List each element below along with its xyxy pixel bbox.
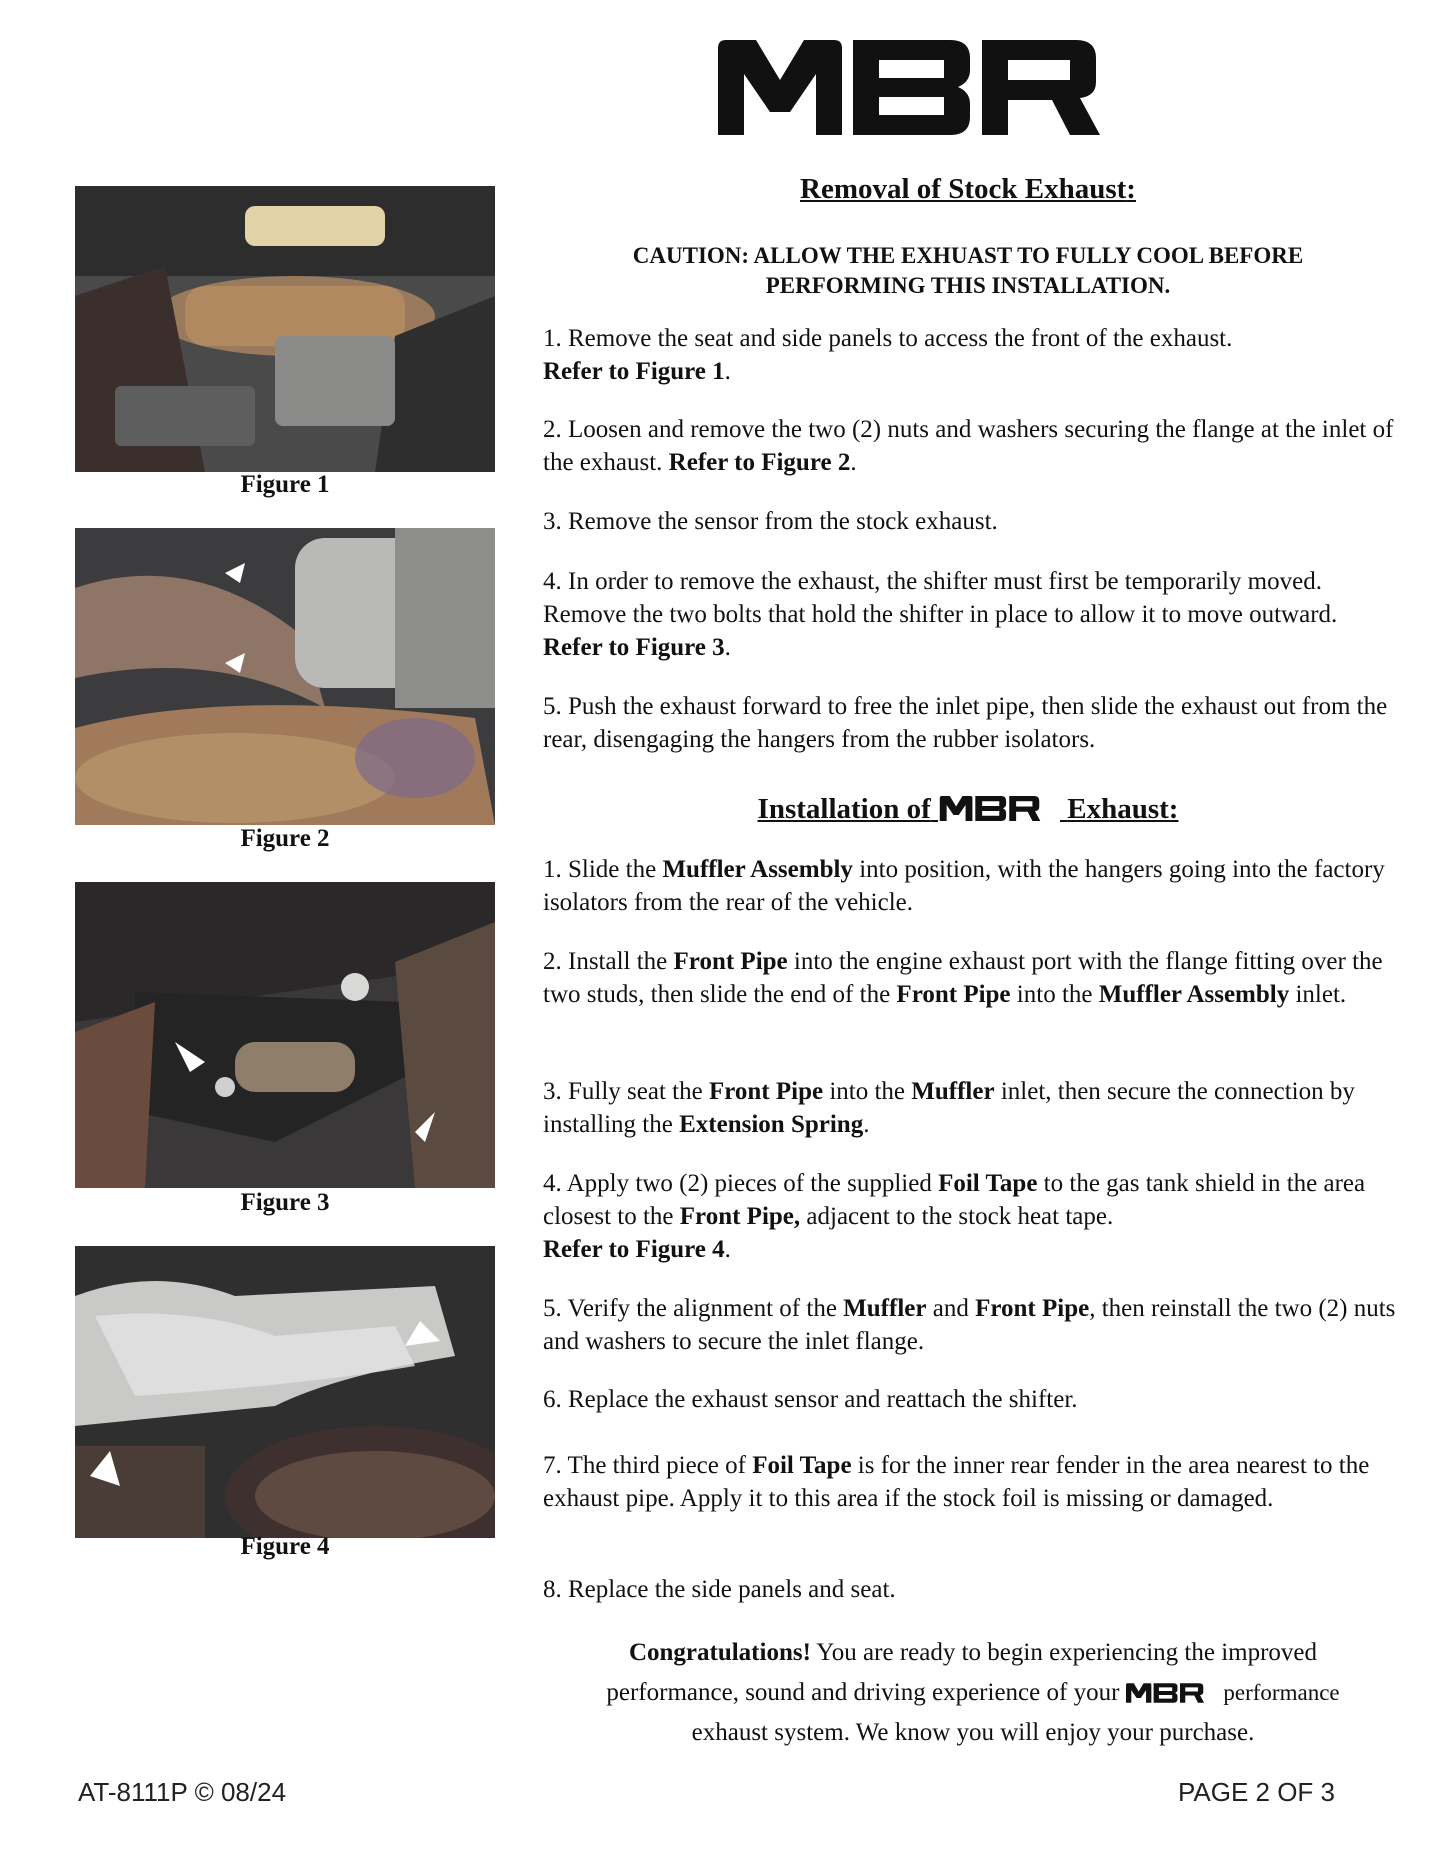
figure-3-image (75, 882, 495, 1188)
install-heading: Installation of Exhaust: (757, 793, 1179, 825)
removal-step-1: 1. Remove the seat and side panels to access the front of the exhaust. Refer to Figure 1. (543, 325, 1233, 385)
install-step-3: 3. Fully seat the Front Pipe into the Muffler inlet, then secure the connection by installing the Extension Spring. (543, 1078, 1355, 1138)
removal-step-3: 3. Remove the sensor from the stock exhaust. (543, 508, 998, 535)
figure-2-image (75, 528, 495, 825)
mbrp-logo (718, 40, 1168, 135)
mbrp-inline-logo (938, 796, 1060, 821)
mbrp-inline-logo-small (1126, 1683, 1218, 1703)
caution-text: CAUTION: ALLOW THE EXHUAST TO FULLY COOL BEFORE PERFORMING THIS INSTALLATION. (632, 243, 1304, 298)
figure-4-image (75, 1246, 495, 1538)
removal-step-2: 2. Loosen and remove the two (2) nuts and washers securing the flange at the inlet of the exhaust. Refer to Figure 2. (543, 416, 1394, 476)
install-step-2: 2. Install the Front Pipe into the engine exhaust port with the flange fitting over the two studs, then slide the end of the Front Pipe into the Muffler Assembly inlet. (543, 948, 1383, 1008)
install-step-8: 8. Replace the side panels and seat. (543, 1576, 896, 1603)
figure-1-image (75, 186, 495, 472)
congrats-message: Congratulations! You are ready to begin experiencing the improved performance, sound and driving experience of your performance exhaust system. We know you will enjoy your purchase. (606, 1639, 1340, 1746)
removal-step-4: 4. In order to remove the exhaust, the shifter must first be temporarily moved. Remove the two bolts that hold the shifter in place to allow it to move outward. Refer to Figure 3. (543, 568, 1338, 661)
install-step-6: 6. Replace the exhaust sensor and reattach the shifter. (543, 1386, 1078, 1413)
figure-3-caption: Figure 3 (240, 1189, 330, 1216)
install-step-1: 1. Slide the Muffler Assembly into position, with the hangers going into the factory isolators from the rear of the vehicle. (543, 856, 1385, 916)
removal-heading: Removal of Stock Exhaust: (800, 173, 1136, 205)
document-code: AT-8111P © 08/24 (78, 1777, 287, 1807)
install-step-7: 7. The third piece of Foil Tape is for the inner rear fender in the area nearest to the exhaust pipe. Apply it to this area if the stock foil is missing or damaged. (543, 1452, 1370, 1512)
removal-step-5: 5. Push the exhaust forward to free the inlet pipe, then slide the exhaust out from the rear, disengaging the hangers from the rubber isolators. (543, 693, 1388, 753)
page-number: PAGE 2 OF 3 (1177, 1777, 1335, 1807)
install-step-4: 4. Apply two (2) pieces of the supplied Foil Tape to the gas tank shield in the area closest to the Front Pipe, adjacent to the stock heat tape. Refer to Figure 4. (543, 1170, 1366, 1263)
install-step-5: 5. Verify the alignment of the Muffler and Front Pipe, then reinstall the two (2) nuts and washers to secure the inlet flange. (543, 1295, 1396, 1355)
figure-1-caption: Figure 1 (240, 471, 330, 498)
figure-4-caption: Figure 4 (240, 1533, 330, 1560)
figure-2-caption: Figure 2 (240, 825, 330, 852)
